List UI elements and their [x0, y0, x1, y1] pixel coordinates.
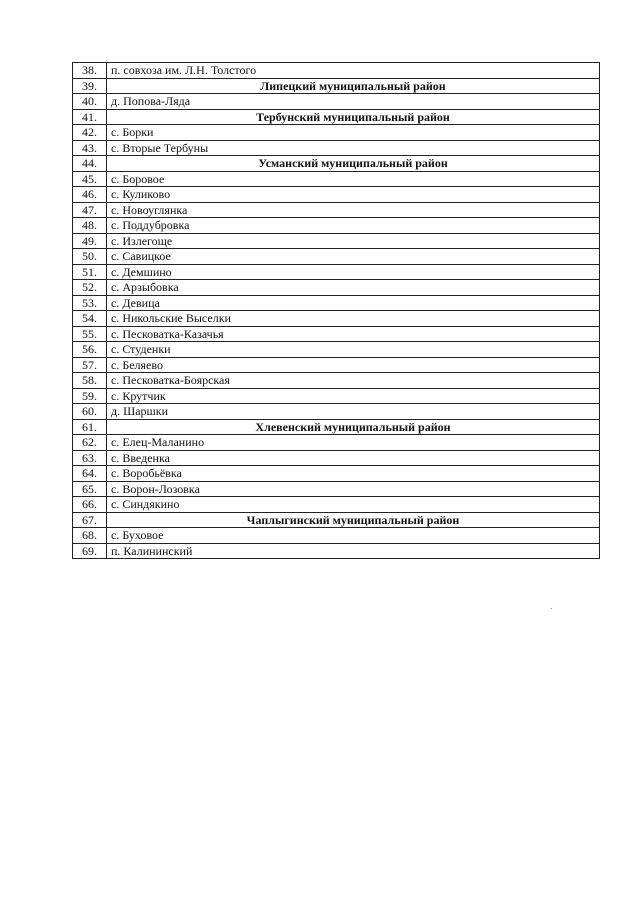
table-row: [73, 218, 600, 234]
row-number: 53.: [73, 295, 107, 311]
settlement-name: с. Синдякино: [107, 497, 600, 513]
district-row: [73, 512, 600, 528]
district-name: Липецкий муниципальный район: [107, 78, 600, 94]
row-number: 41.: [73, 109, 107, 125]
table-row: [73, 543, 600, 559]
table-row: [73, 249, 600, 265]
district-row: [73, 78, 600, 94]
row-number: 40.: [73, 94, 107, 110]
row-number: 58.: [73, 373, 107, 389]
row-number: 60.: [73, 404, 107, 420]
table-row: [73, 373, 600, 389]
table-row: [73, 388, 600, 404]
table-row: [73, 450, 600, 466]
settlement-name: д. Шаршки: [107, 404, 600, 420]
settlement-name: с. Ворон-Лозовка: [107, 481, 600, 497]
district-name: Чаплыгинский муниципальный район: [107, 512, 600, 528]
table-row: [73, 187, 600, 203]
row-number: 65.: [73, 481, 107, 497]
settlement-name: п. Калининский: [107, 543, 600, 559]
row-number: 66.: [73, 497, 107, 513]
table-row: [73, 202, 600, 218]
table-row: [73, 326, 600, 342]
settlement-name: с. Песковатка-Казачья: [107, 326, 600, 342]
settlement-name: с. Беляево: [107, 357, 600, 373]
table-row: [73, 466, 600, 482]
row-number: 62.: [73, 435, 107, 451]
settlement-name: с. Крутчик: [107, 388, 600, 404]
table-row: [73, 311, 600, 327]
settlements-table-body: [73, 63, 600, 559]
settlement-name: с. Боровое: [107, 171, 600, 187]
row-number: 43.: [73, 140, 107, 156]
row-number: 49.: [73, 233, 107, 249]
row-number: 46.: [73, 187, 107, 203]
table-row: [73, 233, 600, 249]
row-number: 52.: [73, 280, 107, 296]
table-row: [73, 528, 600, 544]
district-row: [73, 419, 600, 435]
settlement-name: с. Демшино: [107, 264, 600, 280]
row-number: 45.: [73, 171, 107, 187]
settlement-name: с. Воробьёвка: [107, 466, 600, 482]
row-number: 38.: [73, 63, 107, 79]
settlement-name: с. Буховое: [107, 528, 600, 544]
row-number: 44.: [73, 156, 107, 172]
district-row: [73, 156, 600, 172]
district-name: Хлевенский муниципальный район: [107, 419, 600, 435]
row-number: 51.: [73, 264, 107, 280]
settlement-name: с. Никольские Выселки: [107, 311, 600, 327]
table-row: [73, 140, 600, 156]
settlement-name: с. Елец-Маланино: [107, 435, 600, 451]
row-number: 55.: [73, 326, 107, 342]
settlement-name: с. Введенка: [107, 450, 600, 466]
row-number: 69.: [73, 543, 107, 559]
row-number: 57.: [73, 357, 107, 373]
row-number: 56.: [73, 342, 107, 358]
row-number: 42.: [73, 125, 107, 141]
settlement-name: д. Попова-Ляда: [107, 94, 600, 110]
table-row: [73, 342, 600, 358]
district-name: Тербунский муниципальный район: [107, 109, 600, 125]
settlement-name: с. Вторые Тербуны: [107, 140, 600, 156]
table-row: [73, 435, 600, 451]
table-row: [73, 264, 600, 280]
row-number: 61.: [73, 419, 107, 435]
row-number: 63.: [73, 450, 107, 466]
district-row: [73, 109, 600, 125]
row-number: 68.: [73, 528, 107, 544]
settlement-name: с. Излегоще: [107, 233, 600, 249]
settlement-name: с. Савицкое: [107, 249, 600, 265]
table-row: [73, 404, 600, 420]
table-row: [73, 94, 600, 110]
row-number: 64.: [73, 466, 107, 482]
row-number: 47.: [73, 202, 107, 218]
settlement-name: с. Девица: [107, 295, 600, 311]
table-row: [73, 481, 600, 497]
settlement-name: с. Куликово: [107, 187, 600, 203]
settlement-name: с. Песковатка-Боярская: [107, 373, 600, 389]
district-name: Усманский муниципальный район: [107, 156, 600, 172]
settlement-name: с. Борки: [107, 125, 600, 141]
table-row: [73, 125, 600, 141]
table-row: [73, 497, 600, 513]
row-number: 54.: [73, 311, 107, 327]
table-row: [73, 171, 600, 187]
row-number: 39.: [73, 78, 107, 94]
settlement-name: п. совхоза им. Л.Н. Толстого: [107, 63, 600, 79]
settlement-name: с. Арзыбовка: [107, 280, 600, 296]
table-row: [73, 295, 600, 311]
settlement-name: с. Поддубровка: [107, 218, 600, 234]
settlement-name: с. Студенки: [107, 342, 600, 358]
row-number: 50.: [73, 249, 107, 265]
row-number: 48.: [73, 218, 107, 234]
row-number: 59.: [73, 388, 107, 404]
settlement-name: с. Новоуглянка: [107, 202, 600, 218]
settlements-table: [72, 62, 600, 559]
row-number: 67.: [73, 512, 107, 528]
scan-speck: [551, 608, 552, 609]
table-row: [73, 280, 600, 296]
table-row: [73, 63, 600, 79]
table-row: [73, 357, 600, 373]
